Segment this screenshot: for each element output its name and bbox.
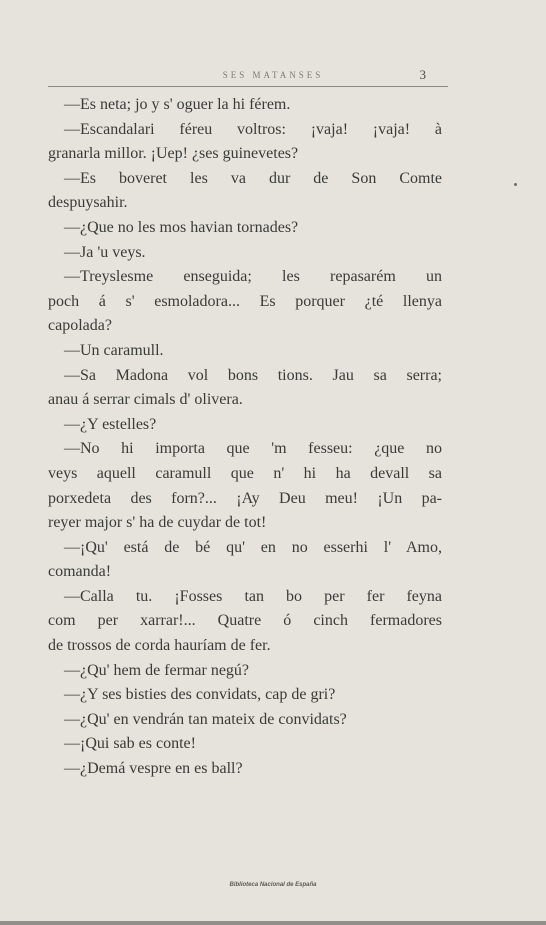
- text-line: comanda!: [48, 563, 112, 581]
- text-line: —Sa Madona vol bons tions. Jau sa serra;: [64, 366, 442, 384]
- text-line: veys aquell caramull que n' hi ha devall sa: [48, 464, 442, 482]
- header-rule: [48, 86, 448, 87]
- paper-speck: [514, 183, 517, 186]
- text-line: poch á s' esmoladora... Es porquer ¿té llenya: [48, 292, 442, 310]
- text-line: —¿Que no les mos havian tornades?: [64, 218, 299, 236]
- text-line: de trossos de corda hauríam de fer.: [48, 637, 271, 655]
- page-body-text: [48, 93, 442, 782]
- text-line: anau á serrar cimals d' olivera.: [48, 391, 243, 409]
- text-line: despuysahir.: [48, 194, 128, 212]
- text-line: —¿Qu' en vendrán tan mateix de convidats?: [64, 710, 347, 728]
- library-stamp: Biblioteca Nacional de España: [229, 882, 317, 888]
- text-line: —¡Qui sab es conte!: [64, 735, 196, 753]
- text-line: —Es boveret les va dur de Son Comte: [64, 169, 442, 187]
- text-line: com per xarrar!... Quatre ó cinch fermadores: [48, 612, 442, 630]
- text-line: —Es neta; jo y s' oguer la hi férem.: [64, 96, 291, 113]
- text-line: reyer major s' ha de cuydar de tot!: [48, 514, 267, 532]
- text-line: porxedeta des forn?... ¡Ay Deu meu! ¡Un pa-: [48, 489, 442, 507]
- text-line: —Un caramull.: [64, 341, 164, 359]
- text-line: —Escandalari féreu voltros: ¡vaja! ¡vaja! à: [64, 120, 442, 138]
- text-line: —¿Y ses bisties des convidats, cap de gri?: [64, 686, 336, 704]
- text-line: —Calla tu. ¡Fosses tan bo per fer feyna: [64, 587, 442, 605]
- text-line: —Ja 'u veys.: [64, 243, 146, 261]
- text-line: —No hi importa que 'm fesseu: ¿que no: [64, 440, 442, 458]
- text-line: —¡Qu' está de bé qu' en no esserhi l' Amo,: [64, 538, 442, 556]
- text-line: capolada?: [48, 317, 112, 335]
- text-line: granarla millor. ¡Uep! ¿ses guinevetes?: [48, 145, 299, 163]
- running-title: SES MATANSES: [222, 70, 324, 80]
- text-line: —¿Demá vespre en es ball?: [64, 760, 243, 778]
- text-line: —Treyslesme enseguida; les repasarém un: [64, 268, 442, 286]
- page-number: 3: [419, 67, 426, 82]
- text-line: —¿Qu' hem de fermar negú?: [64, 661, 250, 679]
- text-line: —¿Y estelles?: [64, 415, 157, 433]
